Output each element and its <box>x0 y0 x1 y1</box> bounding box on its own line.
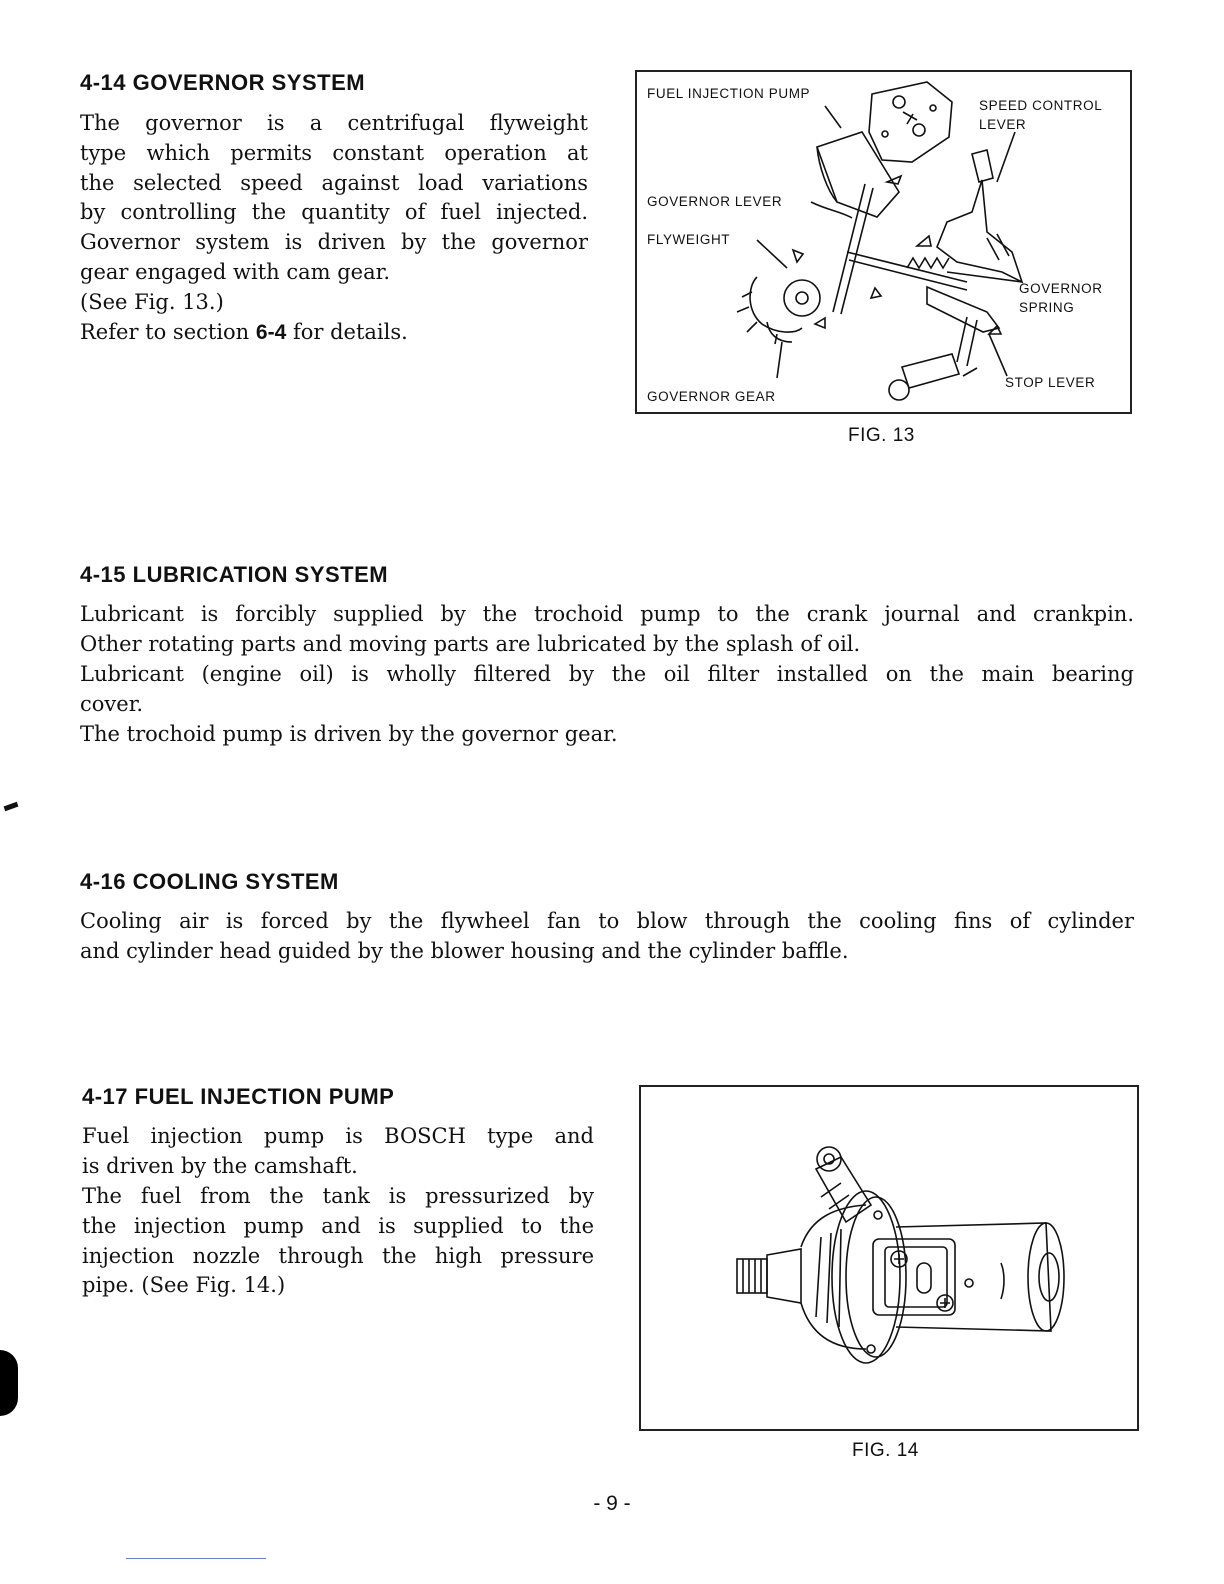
scan-artifact-mark <box>4 802 19 811</box>
text-line: The trochoid pump is driven by the governor gear. <box>80 721 618 746</box>
governor-system-body-end <box>80 258 588 347</box>
label-governor-gear: GOVERNOR GEAR <box>647 389 776 404</box>
text-line: Lubricant is forcibly supplied by the trochoid pump to the crank journal and crankpin. <box>80 602 1134 626</box>
label-stop-lever: STOP LEVER <box>1005 375 1096 390</box>
text-line: (See Fig. 13.) <box>80 289 224 314</box>
fuel-injection-pump-body-4 <box>82 1271 594 1301</box>
section-heading-cooling-system: 4-16 COOLING SYSTEM <box>80 869 339 894</box>
cooling-system-body <box>80 907 1134 937</box>
text-line: the injection pump and is supplied to the <box>82 1213 594 1238</box>
text-line: Cooling air is forced by the flywheel fan to blow through the cooling fins of cylinder <box>80 909 1134 933</box>
label-fuel-injection-pump: FUEL INJECTION PUMP <box>647 86 811 101</box>
label-governor-spring-1: GOVERNOR <box>1019 281 1103 296</box>
section-heading-governor-system: 4-14 GOVERNOR SYSTEM <box>80 70 366 95</box>
text-line: Lubricant (engine oil) is wholly filtered by the oil filter installed on the main bearing <box>80 662 1134 686</box>
text-line: type which permits constant operation at <box>80 140 588 165</box>
refer-prefix: Refer to section <box>80 319 250 344</box>
text-line: and cylinder head guided by the blower housing and the cylinder baffle. <box>80 939 849 963</box>
text-line: The governor is a centrifugal flyweight <box>80 111 588 135</box>
lubrication-system-body-2 <box>80 630 1134 660</box>
fuel-injection-pump-body-3 <box>82 1182 594 1271</box>
text-line: the selected speed against load variations <box>80 170 588 195</box>
binder-hole-mark <box>0 1350 18 1416</box>
figure-13-governor-diagram <box>635 70 1132 414</box>
text-line: gear engaged with cam gear. <box>80 260 391 284</box>
text-line: The fuel from the tank is pressurized by <box>82 1184 594 1208</box>
injection-pump-drawing <box>641 1087 1139 1431</box>
lubrication-system-body-3 <box>80 660 1134 690</box>
text-line: Other rotating parts and moving parts are lubricated by the splash of oil. <box>80 632 861 656</box>
fuel-injection-pump-body-2 <box>82 1152 594 1182</box>
text-line: is driven by the camshaft. <box>82 1154 358 1178</box>
refer-section-number: 6-4 <box>255 320 287 344</box>
governor-system-body <box>80 109 588 258</box>
text-line: by controlling the quantity of fuel injected. <box>80 200 588 225</box>
page-number: - 9 - <box>593 1492 631 1515</box>
text-line: cover. <box>80 692 144 716</box>
figure-14-pump-illustration <box>639 1085 1139 1431</box>
label-governor-lever: GOVERNOR LEVER <box>647 194 783 209</box>
label-speed-control: SPEED CONTROL <box>979 98 1103 113</box>
label-governor-spring-2: SPRING <box>1019 300 1075 315</box>
section-heading-lubrication-system: 4-15 LUBRICATION SYSTEM <box>80 562 389 587</box>
figure-14-caption: FIG. 14 <box>852 1440 919 1461</box>
text-line: Governor system is driven by the governor <box>80 230 588 255</box>
fuel-injection-pump-body <box>82 1122 594 1152</box>
text-line: injection nozzle through the high pressure <box>82 1243 594 1268</box>
lubrication-system-body <box>80 600 1134 630</box>
text-line: Fuel injection pump is BOSCH type and <box>82 1124 594 1148</box>
text-line: pipe. (See Fig. 14.) <box>82 1273 286 1297</box>
label-speed-control-lever: LEVER <box>979 117 1027 132</box>
lubrication-system-body-4 <box>80 690 1134 750</box>
scan-artifact-line <box>126 1558 266 1559</box>
label-flyweight: FLYWEIGHT <box>647 232 731 247</box>
cooling-system-body-2 <box>80 937 1134 967</box>
section-heading-fuel-injection-pump: 4-17 FUEL INJECTION PUMP <box>82 1084 395 1109</box>
refer-line <box>80 318 588 348</box>
figure-13-caption: FIG. 13 <box>848 425 915 446</box>
refer-suffix: for details. <box>292 319 408 344</box>
